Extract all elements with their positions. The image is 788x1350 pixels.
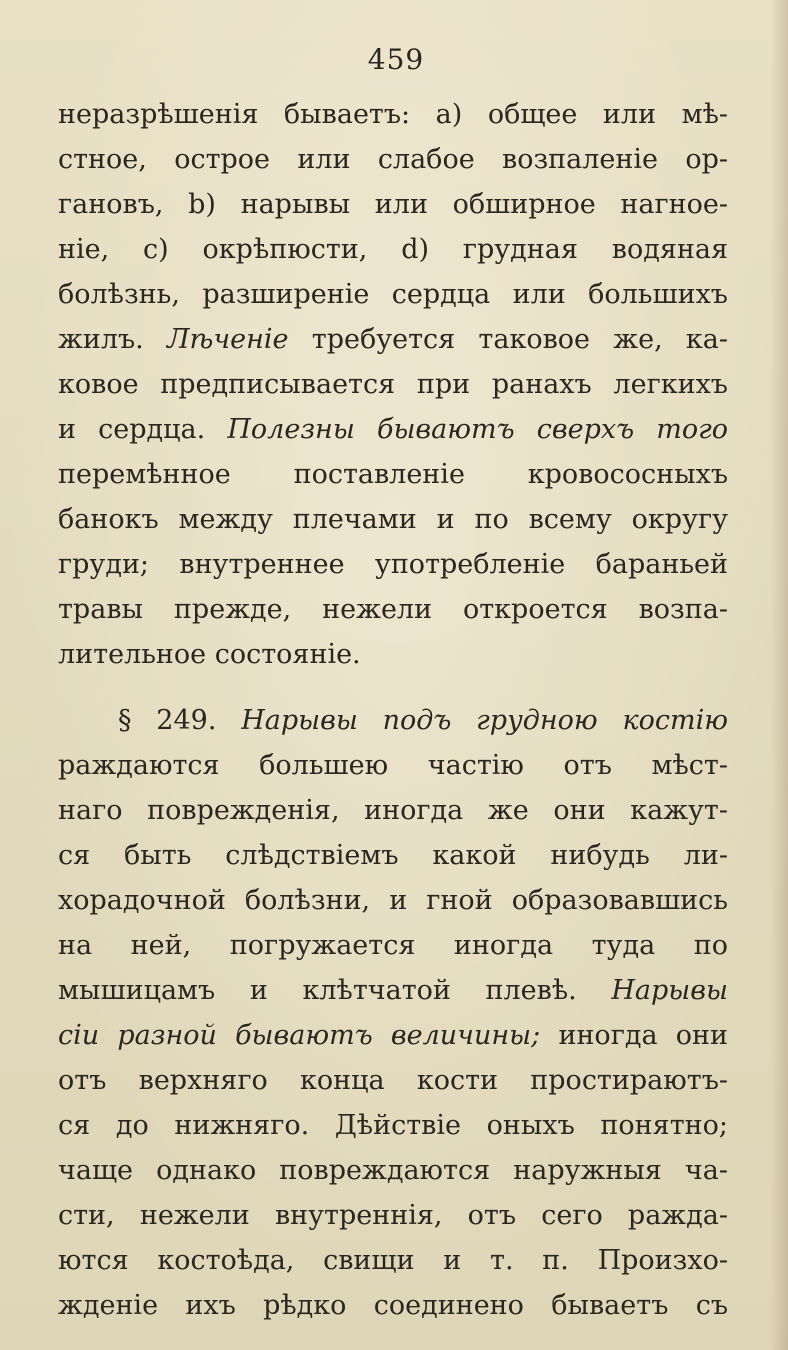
paragraph-continued xyxy=(58,92,728,677)
text-line: жилъ. Лѣченіе требуется таковое же, ка- xyxy=(58,324,728,355)
text-line: раждаются большею частію отъ мѣст- xyxy=(58,750,728,781)
text-line: ся до нижняго. Дѣйствіе оныхъ понятно; xyxy=(58,1110,728,1141)
page-number: 459 xyxy=(367,43,425,76)
text-line: сіи разной бываютъ величины; иногда они xyxy=(58,1020,728,1051)
text-line: ковое предписывается при ранахъ легкихъ xyxy=(58,369,728,400)
text-line: чаще однако повреждаются наружныя ча- xyxy=(58,1155,728,1186)
text-line: травы прежде, нежели откроется возпа- xyxy=(58,594,728,625)
italic-term: Нарывы xyxy=(611,975,728,1006)
section-mark: § 249. xyxy=(118,705,242,736)
text-line: ся быть слѣдствіемъ какой нибудь ли- xyxy=(58,840,728,871)
text-line: болѣзнь, разширеніе сердца или большихъ xyxy=(58,279,728,310)
text-line: отъ верхняго конца кости простираютъ- xyxy=(58,1065,728,1096)
text-line: груди; внутреннее употребленіе бараньей xyxy=(58,549,728,580)
text-line: ются костоѣда, свищи и т. п. Произхо- xyxy=(58,1245,728,1276)
text-line: на ней, погружается иногда туда по xyxy=(58,930,728,961)
text-line: хорадочной болѣзни, и гной образовавшись xyxy=(58,885,728,916)
text-line: сти, нежели внутреннія, отъ сего ражда- xyxy=(58,1200,728,1231)
text-line: ніе, с) окрѣпюсти, d) грудная водяная xyxy=(58,234,728,265)
text-line: гановъ, b) нарывы или обширное нагное- xyxy=(58,189,728,220)
italic-term: Нарывы подъ грудною костію xyxy=(241,705,728,736)
text-line: наго поврежденія, иногда же они кажут- xyxy=(58,795,728,826)
text-line: перемѣнное поставленіе кровососныхъ xyxy=(58,459,728,490)
text-line: и сердца. Полезны бываютъ сверхъ того xyxy=(58,414,728,445)
text-line: жденіе ихъ рѣдко соединено бываетъ съ xyxy=(58,1290,728,1321)
paragraph-gap xyxy=(58,677,728,698)
text-line: лительное состояніе. xyxy=(58,639,361,670)
paragraph-section-249 xyxy=(58,698,728,1328)
text-line: банокъ между плечами и по всему округу xyxy=(58,504,728,535)
italic-term: Лѣченіе xyxy=(167,324,289,355)
italic-term: сіи разной бываютъ величины; xyxy=(58,1020,541,1051)
page-edge-shadow xyxy=(770,0,788,1350)
text-line: неразрѣшенія бываетъ: а) общее или мѣ- xyxy=(58,99,728,130)
italic-term: Полезны бываютъ сверхъ того xyxy=(227,414,728,445)
text-line: стное, острое или слабое возпаленіе ор- xyxy=(58,144,728,175)
text-line: мышицамъ и клѣтчатой плевѣ. Нарывы xyxy=(58,975,728,1006)
text-line xyxy=(58,698,728,743)
